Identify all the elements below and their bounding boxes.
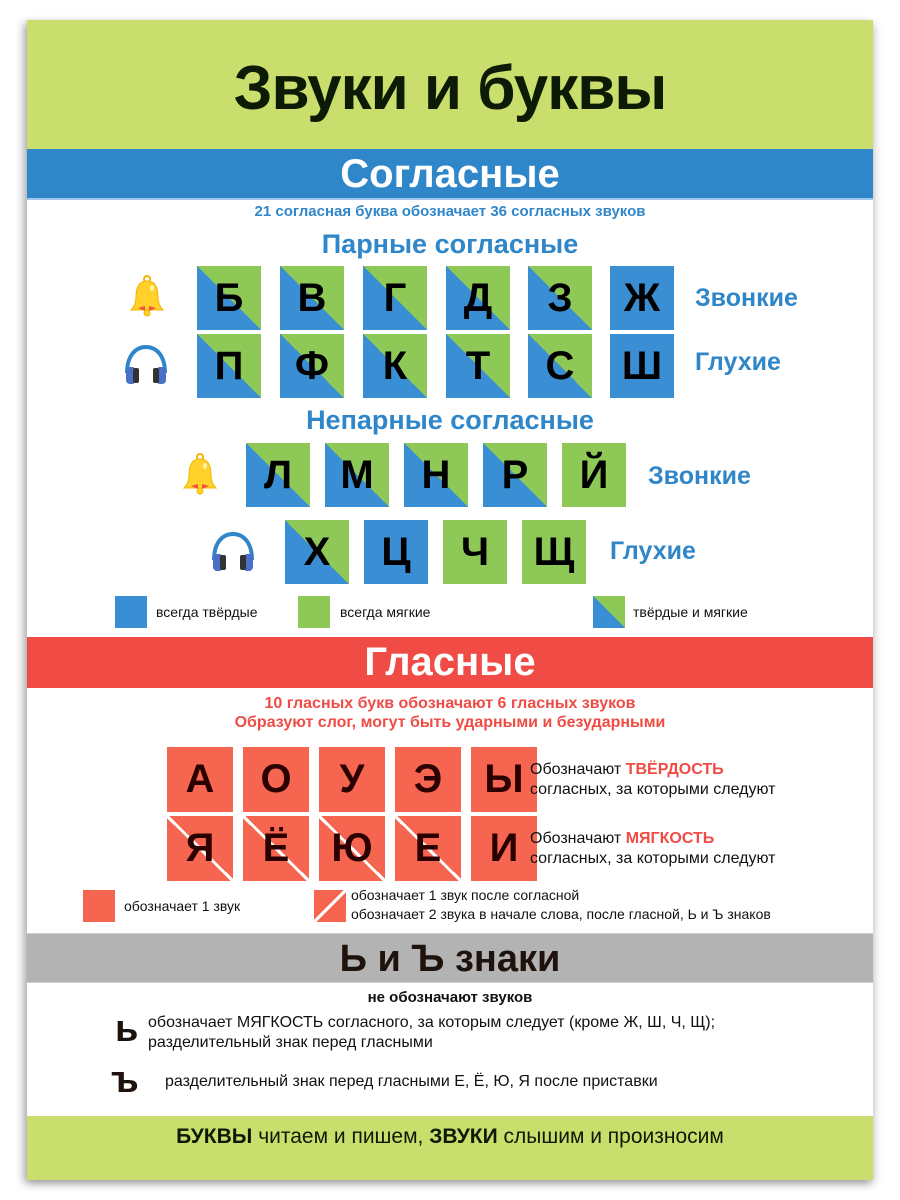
vowel-tile-ya: Я [167,816,233,881]
letter-tile-v: В [280,266,344,330]
letter-tile-f: Ф [280,334,344,398]
legend-split-label: твёрдые и мягкие [633,604,748,620]
signs-subtitle: не обозначают звуков [367,989,533,1006]
legend-hard-swatch [115,596,147,628]
footer-text-2: слышим и произносим [497,1125,724,1148]
vowel-tile-y: Ы [471,747,537,812]
signs-heading: Ь и Ъ знаки [27,933,873,983]
soft-sign-line2: разделительный знак перед гласными [148,1034,433,1051]
letter-tile-t: Т [446,334,510,398]
letter-tile-d: Д [446,266,510,330]
soft-sign-line1: обозначает МЯГКОСТЬ согласного, за которым следует (кроме Ж, Ш, Ч, Щ); [148,1014,716,1031]
letter-tile-shch: Щ [522,520,586,584]
vowel-soft-emphasis: МЯГКОСТЬ [625,830,715,847]
unpaired-heading: Непарные согласные [306,405,594,435]
page-title: Звуки и буквы [233,54,667,123]
footer-letters-word: БУКВЫ [176,1125,253,1148]
legend-vowel-solid-label: обозначает 1 звук [124,898,241,914]
legend-vowel-solid-swatch [83,890,115,922]
hard-sign-glyph: ъ [111,1059,139,1101]
vowel-tile-i: И [471,816,537,881]
vowel-soft-description [530,829,775,869]
letter-tile-s: С [528,334,592,398]
poster [27,20,873,1180]
paired-voiced-label: Звонкие [695,284,798,312]
bell-icon [181,453,219,497]
letter-tile-p: П [197,334,261,398]
bell-icon [128,275,166,319]
legend-soft-label: всегда мягкие [340,604,431,620]
vowel-tile-yu: Ю [319,816,385,881]
letter-tile-z: З [528,266,592,330]
vowel-hard-emphasis: ТВЁРДОСТЬ [625,761,724,778]
unpaired-voiced-label: Звонкие [648,462,751,490]
unpaired-voiceless-label: Глухие [610,537,696,565]
letter-tile-k: К [363,334,427,398]
letter-tile-kh: Х [285,520,349,584]
letter-tile-r: Р [483,443,547,507]
letter-tile-n: Н [404,443,468,507]
vowel-tile-ye: Е [395,816,461,881]
vowel-soft-line2: согласных, за которыми следуют [530,850,776,867]
vowel-hard-prefix: Обозначают [530,761,626,778]
footer-band [27,1116,873,1180]
letter-tile-g: Г [363,266,427,330]
footer-text-1: читаем и пишем, [252,1125,430,1148]
footer-sounds-word: ЗВУКИ [429,1125,498,1148]
paired-heading: Парные согласные [321,229,579,259]
letter-tile-ch: Ч [443,520,507,584]
vowel-hard-description [530,760,775,800]
soft-sign-glyph: ь [115,1008,139,1050]
legend-vowel-split-line1: обозначает 1 звук после согласной [351,887,580,903]
vowel-hard-line2: согласных, за которыми следуют [530,781,776,798]
header-band [27,20,873,149]
letter-tile-l: Л [246,443,310,507]
letter-tile-y-short: Й [562,443,626,507]
headphones-icon [122,343,170,387]
consonants-heading: Согласные [27,149,873,200]
vowels-heading: Гласные [27,637,873,688]
consonants-subtitle: 21 согласная буква обозначает 36 согласных звуков [254,203,646,220]
vowel-tile-e-hard: Э [395,747,461,812]
vowel-tile-u: У [319,747,385,812]
vowel-tile-o: О [243,747,309,812]
legend-soft-swatch [298,596,330,628]
vowels-subtitle-1: 10 гласных букв обозначают 6 гласных звуков [264,695,636,712]
hard-sign-line1: разделительный знак перед гласными Е, Ё, Ю, Я после приставки [165,1073,658,1090]
letter-tile-ts: Ц [364,520,428,584]
letter-tile-m: М [325,443,389,507]
headphones-icon [209,530,257,574]
vowel-tile-yo: Ё [243,816,309,881]
legend-vowel-split-swatch [314,890,346,922]
vowel-soft-prefix: Обозначают [530,830,626,847]
legend-split-swatch [593,596,625,628]
letter-tile-zh: Ж [610,266,674,330]
letter-tile-sh: Ш [610,334,674,398]
legend-hard-label: всегда твёрдые [156,604,258,620]
vowels-subtitle-2: Образуют слог, могут быть ударными и безударными [234,714,666,731]
paired-voiceless-label: Глухие [695,348,781,376]
letter-tile-b: Б [197,266,261,330]
legend-vowel-split-line2: обозначает 2 звука в начале слова, после гласной, Ь и Ъ знаков [351,906,771,922]
vowel-tile-a: А [167,747,233,812]
